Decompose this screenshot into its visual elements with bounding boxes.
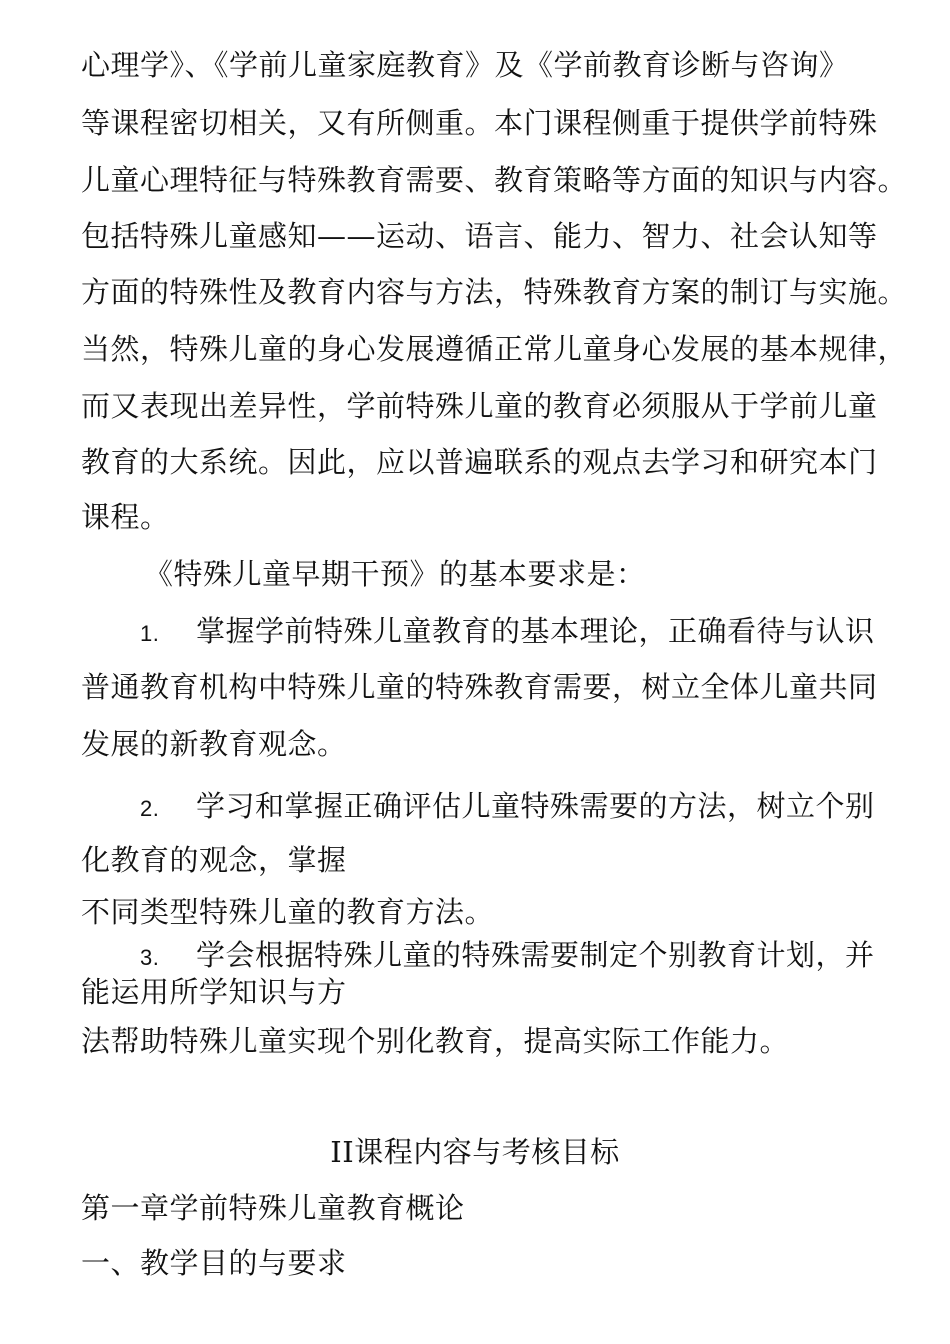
chapter-title: 第一章学前特殊儿童教育概论 (81, 1191, 465, 1225)
body-text-line: 课程。 (81, 500, 170, 534)
body-text-line: 能运用所学知识与方 (81, 975, 347, 1009)
item-text: 学会根据特殊儿童的特殊需要制定个别教育计划，并 (196, 938, 875, 972)
body-text-line: 普通教育机构中特殊儿童的特殊教育需要，树立全体儿童共同 (81, 670, 878, 704)
item-number: 2. (140, 796, 160, 821)
body-text-line: 法帮助特殊儿童实现个别化教育，提高实际工作能力。 (81, 1024, 790, 1058)
item-text: 学习和掌握正确评估儿童特殊需要的方法，树立个别 (196, 789, 875, 823)
item-text: 掌握学前特殊儿童教育的基本理论，正确看待与认识 (196, 614, 875, 648)
body-text-line: 儿童心理特征与特殊教育需要、教育策略等方面的知识与内容。 (81, 163, 908, 197)
body-text-line: 而又表现出差异性，学前特殊儿童的教育必须服从于学前儿童 (81, 389, 878, 423)
body-text-line: 教育的大系统。因此，应以普遍联系的观点去学习和研究本门 (81, 445, 878, 479)
body-text-line: 发展的新教育观念。 (81, 727, 347, 761)
body-text-line: 当然，特殊儿童的身心发展遵循正常儿童身心发展的基本规律， (81, 332, 908, 366)
body-text-line: 心理学》、《学前儿童家庭教育》及《学前教育诊断与咨询》 (81, 48, 849, 82)
requirements-heading: 《特殊儿童早期干预》的基本要求是： (144, 557, 646, 591)
body-text-line: 包括特殊儿童感知——运动、语言、能力、智力、社会认知等 (81, 219, 878, 253)
body-text-line: 化教育的观念，掌握 (81, 843, 347, 877)
requirement-item-2 (140, 789, 875, 826)
body-text-line: 方面的特殊性及教育内容与方法，特殊教育方案的制订与实施。 (81, 275, 908, 309)
body-text-line: 不同类型特殊儿童的教育方法。 (81, 895, 495, 929)
body-text-line: 等课程密切相关，又有所侧重。本门课程侧重于提供学前特殊 (81, 106, 878, 140)
subsection-title: 一、教学目的与要求 (81, 1246, 347, 1280)
section-title: II课程内容与考核目标 (330, 1135, 620, 1169)
requirement-item-3 (140, 938, 875, 975)
requirement-item-1 (140, 614, 875, 651)
item-number: 3. (140, 945, 160, 970)
item-number: 1. (140, 621, 160, 646)
